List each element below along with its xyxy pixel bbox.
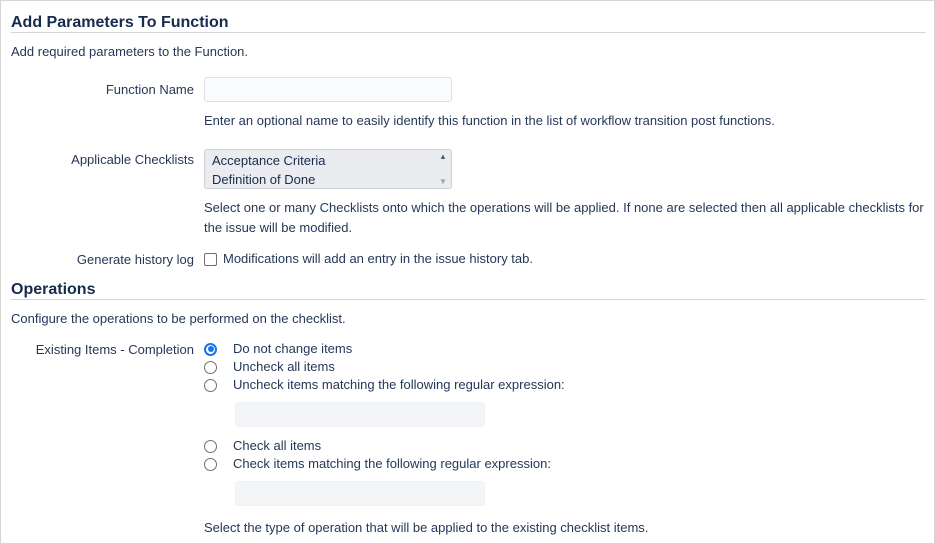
radio-check-items-matching-regex-label[interactable]: Check items matching the following regular expression: — [233, 456, 551, 471]
function-name-help: Enter an optional name to easily identify this function in the list of workflow transition post functions. — [204, 113, 775, 128]
uncheck-regex-input[interactable] — [235, 402, 485, 427]
section-title-add-parameters: Add Parameters To Function — [11, 13, 926, 33]
generate-history-log-label: Generate history log — [76, 252, 194, 267]
function-name-row — [1, 77, 934, 102]
radio-option-row — [204, 340, 934, 358]
radio-group-spacer — [204, 427, 934, 437]
radio-check-all-items[interactable] — [204, 440, 217, 453]
applicable-checklists-label: Applicable Checklists — [71, 152, 194, 167]
radio-check-items-matching-regex[interactable] — [204, 458, 217, 471]
applicable-checklists-row — [1, 149, 934, 189]
radio-do-not-change-items[interactable] — [204, 343, 217, 356]
radio-option-row — [204, 437, 934, 455]
listbox-option-acceptance-criteria[interactable]: Acceptance Criteria — [212, 153, 326, 168]
operations-section-description: Configure the operations to be performed on the checklist. — [11, 311, 346, 326]
radio-do-not-change-items-label[interactable]: Do not change items — [233, 341, 353, 356]
radio-check-all-items-label[interactable]: Check all items — [233, 438, 322, 453]
radio-option-row — [204, 455, 934, 473]
radio-option-row — [204, 358, 934, 376]
check-regex-input[interactable] — [235, 481, 485, 506]
existing-items-completion-label: Existing Items - Completion — [35, 342, 194, 357]
listbox-option-definition-of-done[interactable]: Definition of Done — [212, 172, 316, 187]
radio-uncheck-items-matching-regex-label[interactable]: Uncheck items matching the following regular expression: — [233, 377, 565, 392]
scroll-down-icon[interactable]: ▼ — [439, 177, 447, 186]
section-title-operations: Operations — [11, 280, 926, 300]
generate-history-log-row — [1, 250, 934, 268]
listbox-scrollbar[interactable] — [435, 150, 451, 188]
radio-option-row — [204, 376, 934, 394]
radio-uncheck-all-items-label[interactable]: Uncheck all items — [233, 359, 335, 374]
existing-items-completion-row — [1, 340, 934, 506]
listbox-options — [205, 150, 435, 188]
radio-uncheck-all-items[interactable] — [204, 361, 217, 374]
applicable-checklists-help: Select one or many Checklists onto which the operations will be applied. If none are selected then all applicable checklists for the issue will be modified. — [204, 200, 924, 235]
applicable-checklists-listbox[interactable] — [204, 149, 452, 189]
history-log-checkbox[interactable] — [204, 253, 217, 266]
history-log-checkbox-label[interactable]: Modifications will add an entry in the issue history tab. — [223, 251, 533, 266]
parameters-section-description: Add required parameters to the Function. — [11, 44, 249, 59]
existing-items-help: Select the type of operation that will be applied to the existing checklist items. — [204, 520, 649, 535]
function-name-label: Function Name — [105, 82, 194, 97]
scroll-up-icon[interactable]: ▲ — [439, 152, 447, 161]
function-name-input[interactable] — [204, 77, 452, 102]
radio-uncheck-items-matching-regex[interactable] — [204, 379, 217, 392]
